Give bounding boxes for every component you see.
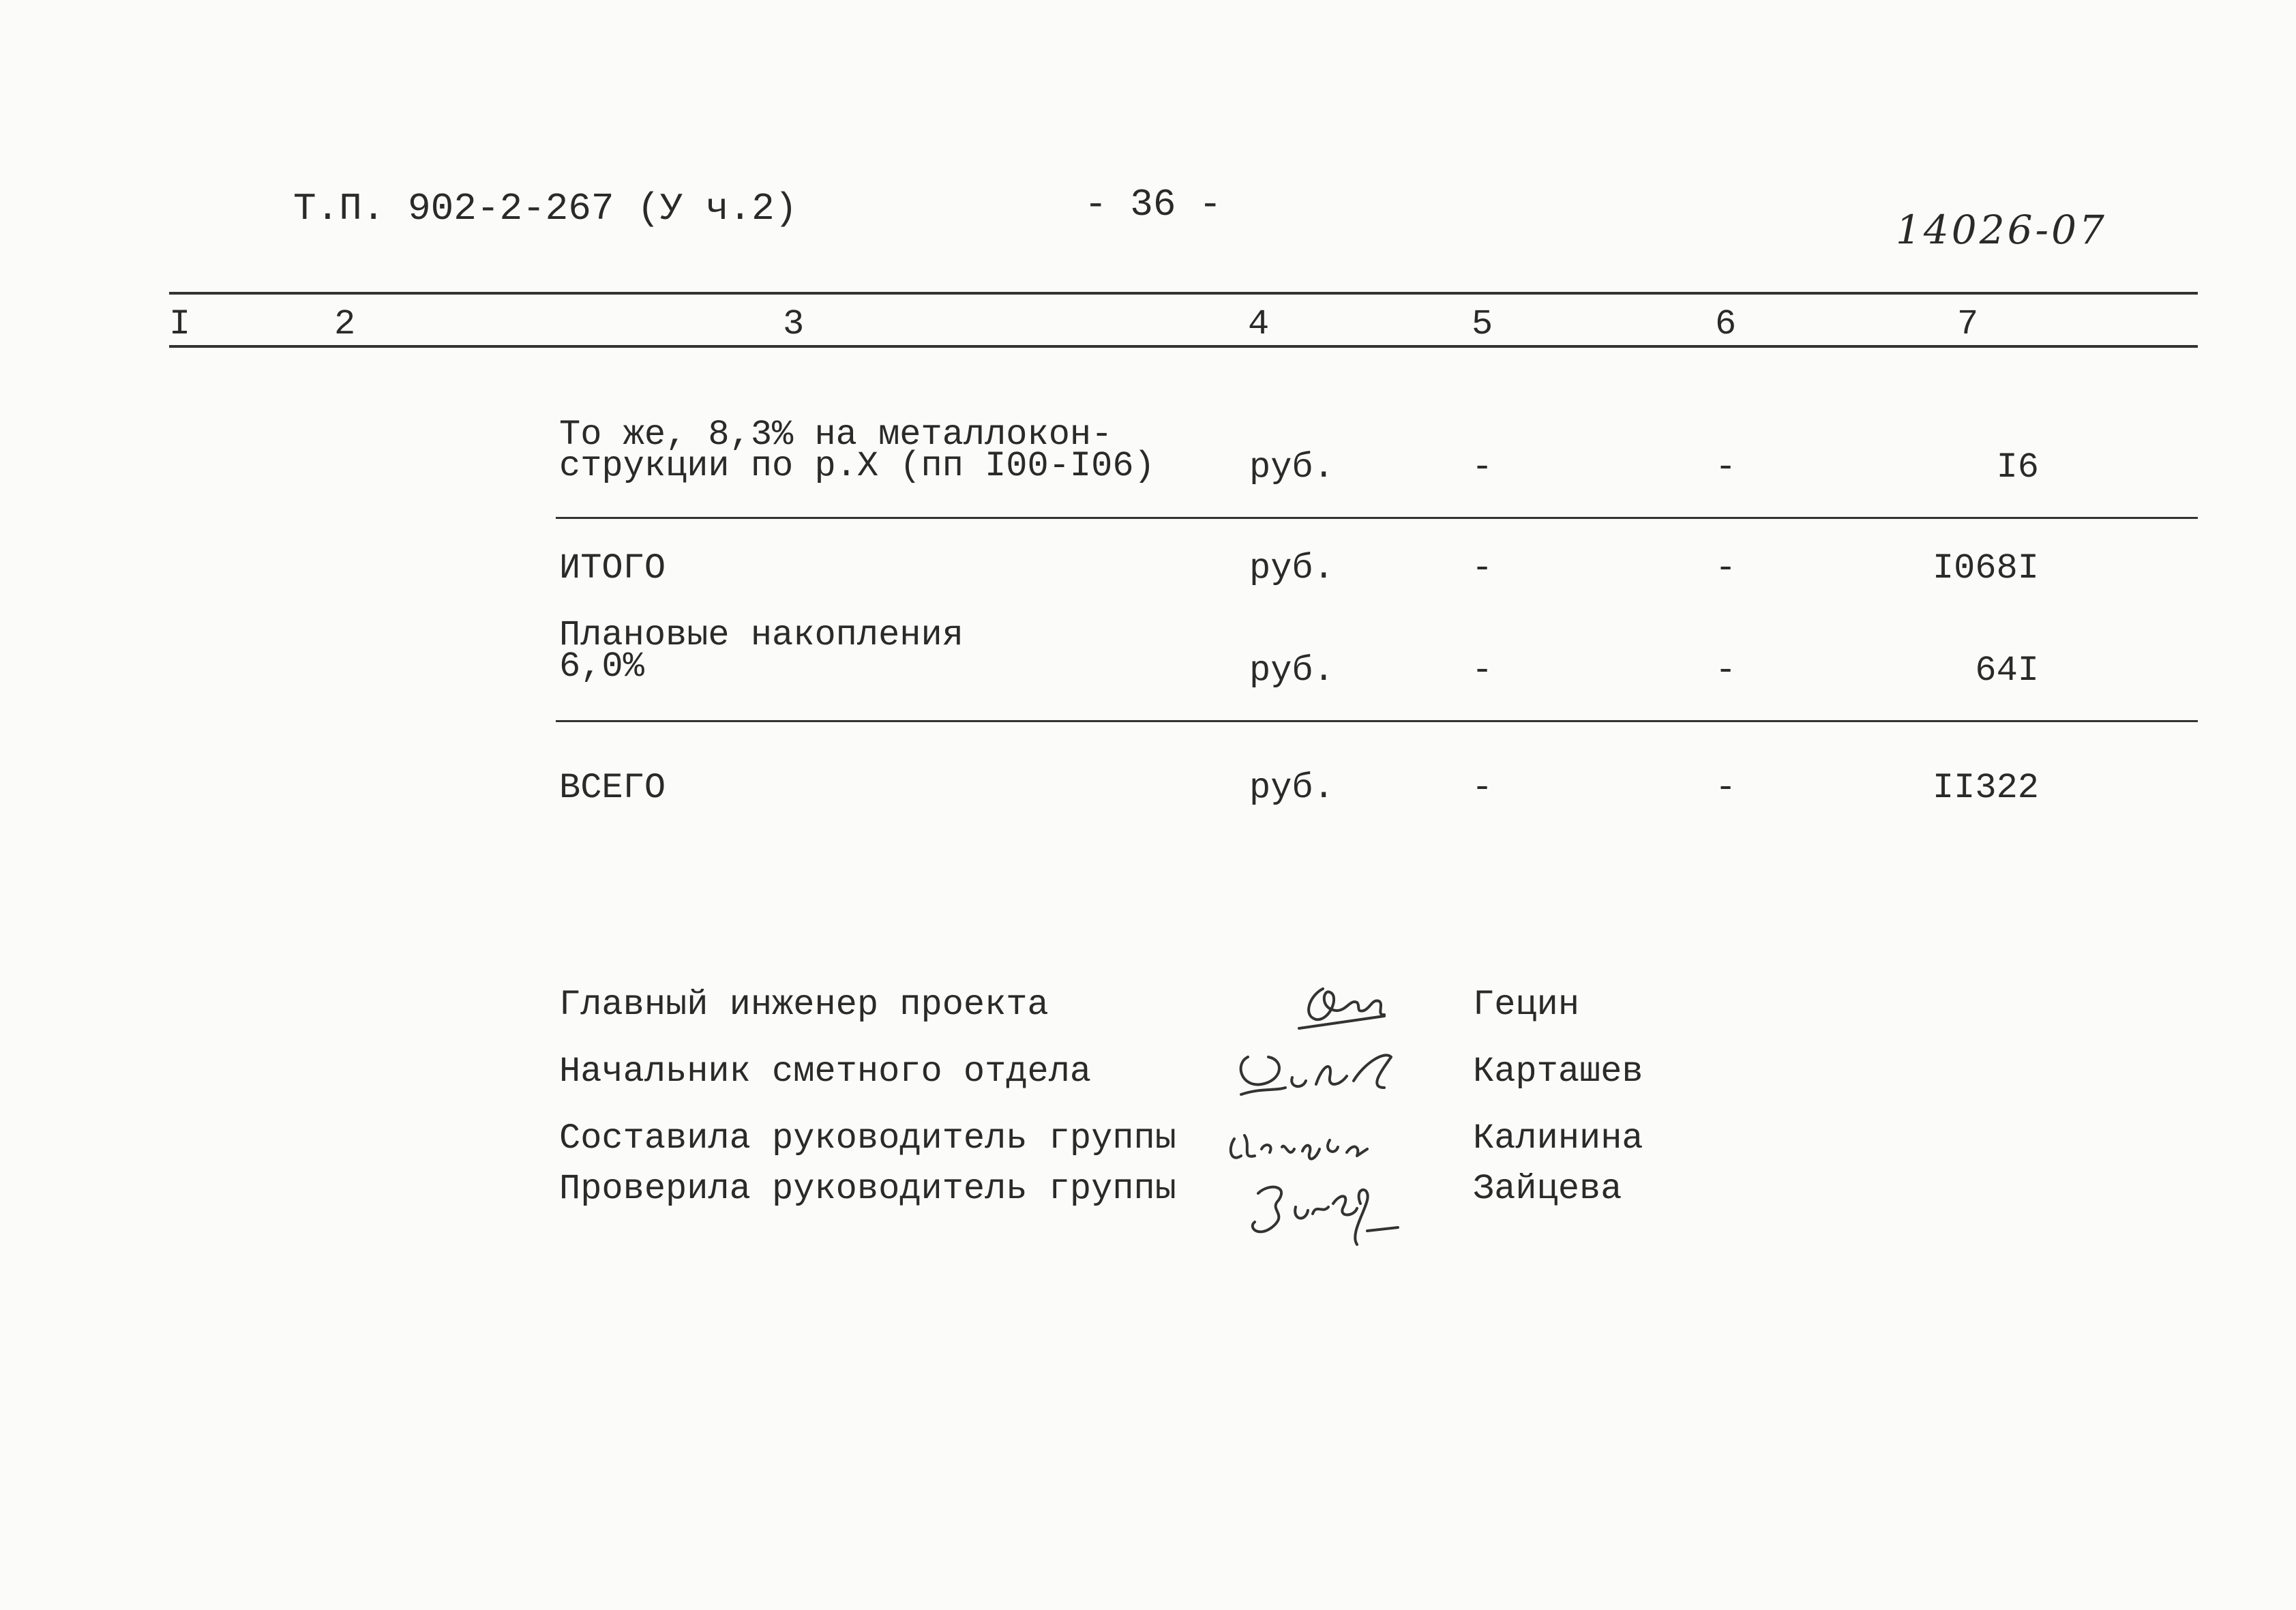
row2-unit: руб. — [1249, 548, 1335, 588]
row2-col6: - — [1715, 548, 1737, 588]
row1-unit: руб. — [1249, 447, 1335, 488]
row2-description: ИТОГО — [559, 548, 666, 588]
row3-unit: руб. — [1249, 651, 1335, 691]
row1-description-line1: То же, 8,3% на металлокон- — [559, 415, 1113, 455]
handwritten-signatures — [1221, 968, 1459, 1255]
signature-name-chief-engineer: Гецин — [1473, 985, 1580, 1025]
row-separator — [556, 517, 2198, 519]
row4-value: II322 — [1932, 768, 2039, 808]
column-header-2: 2 — [334, 304, 356, 344]
row-separator — [556, 720, 2198, 722]
signature-role-checked-by: Проверила руководитель группы — [559, 1169, 1176, 1209]
row1-description-line2: струкции по р.Х (пп I00-I06) — [559, 446, 1155, 486]
signature-role-estimates-head: Начальник сметного отдела — [559, 1052, 1092, 1092]
table-top-rule — [169, 292, 2198, 295]
row2-col5: - — [1472, 548, 1493, 588]
signature-role-compiled-by: Составила руководитель группы — [559, 1118, 1176, 1159]
row2-value: I068I — [1932, 548, 2039, 588]
column-header-1: I — [169, 304, 191, 344]
row3-col6: - — [1715, 651, 1737, 691]
column-header-3: 3 — [783, 304, 805, 344]
row4-unit: руб. — [1249, 768, 1335, 808]
signature-role-chief-engineer: Главный инженер проекта — [559, 985, 1049, 1025]
signature-name-checked-by: Зайцева — [1473, 1169, 1622, 1209]
row4-col6: - — [1715, 768, 1737, 808]
inventory-number: 14026-07 — [1896, 207, 2107, 253]
column-header-6: 6 — [1715, 304, 1737, 344]
row4-col5: - — [1472, 768, 1493, 808]
row3-description-line1: Плановые накопления — [559, 615, 964, 655]
column-header-4: 4 — [1248, 304, 1270, 344]
row1-value: I6 — [1996, 447, 2039, 488]
column-header-5: 5 — [1472, 304, 1493, 344]
row3-description-line2: 6,0% — [559, 646, 644, 687]
document-reference: Т.П. 902-2-267 (У ч.2) — [293, 187, 798, 230]
row4-description: ВСЕГО — [559, 768, 666, 808]
column-header-7: 7 — [1957, 304, 1979, 344]
row3-value: 64I — [1975, 651, 2039, 691]
signature-name-compiled-by: Калинина — [1473, 1118, 1643, 1159]
header-bottom-rule — [169, 345, 2198, 348]
row1-col6: - — [1715, 447, 1737, 488]
row3-col5: - — [1472, 651, 1493, 691]
row1-col5: - — [1472, 447, 1493, 488]
signature-name-estimates-head: Карташев — [1473, 1052, 1643, 1092]
page-number: - 36 - — [1084, 183, 1222, 226]
